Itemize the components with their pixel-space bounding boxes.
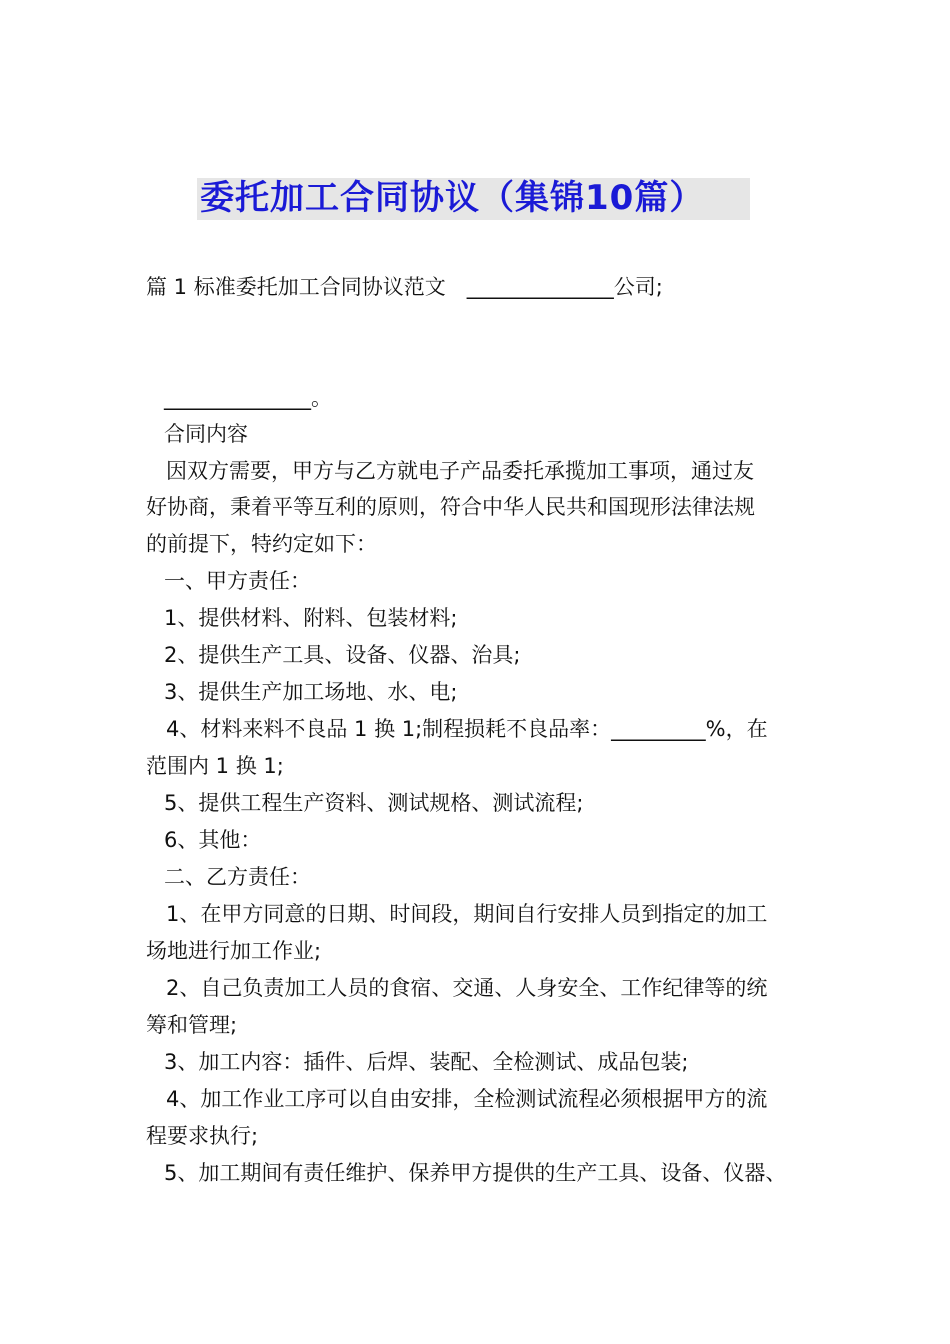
list-item: 1、提供材料、附料、包装材料; xyxy=(164,606,458,630)
body-line: 好协商，秉着平等互利的原则，符合中华人民共和国现形法律法规 xyxy=(146,495,755,519)
body-line: 的前提下，特约定如下： xyxy=(146,532,377,556)
list-item: 范围内 1 换 1; xyxy=(146,754,284,778)
body-line: 因双方需要，甲方与乙方就电子产品委托承揽加工事项，通过友 xyxy=(166,459,754,483)
list-item: 2、提供生产工具、设备、仪器、治具; xyxy=(164,643,521,667)
list-item: 4、加工作业工序可以自由安排，全检测试流程必须根据甲方的流 xyxy=(166,1087,768,1111)
list-item: 3、提供生产加工场地、水、电; xyxy=(164,680,458,704)
list-item: 2、自己负责加工人员的食宿、交通、人身安全、工作纪律等的统 xyxy=(166,976,768,1000)
list-item: 程要求执行; xyxy=(146,1124,259,1148)
section-title: 一、甲方责任： xyxy=(164,569,311,593)
list-item: 3、加工内容：插件、后焊、装配、全检测试、成品包装; xyxy=(164,1050,689,1074)
list-item: 场地进行加工作业; xyxy=(146,939,322,963)
list-item: 1、在甲方同意的日期、时间段，期间自行安排人员到指定的加工 xyxy=(166,902,768,926)
paragraph-heading: 合同内容 xyxy=(164,422,248,446)
document-title: 委托加工合同协议（集锦10篇） xyxy=(200,178,705,218)
list-item: 6、其他： xyxy=(164,828,262,852)
list-item: 5、加工期间有责任维护、保养甲方提供的生产工具、设备、仪器、 xyxy=(164,1161,787,1185)
section-heading: 篇 1 标准委托加工合同协议范文 ______________公司; xyxy=(146,275,663,299)
list-item: 筹和管理; xyxy=(146,1013,238,1037)
list-item: 5、提供工程生产资料、测试规格、测试流程; xyxy=(164,791,584,815)
blank-line: ______________。 xyxy=(164,386,332,410)
section-title: 二、乙方责任： xyxy=(164,865,311,889)
list-item: 4、材料来料不良品 1 换 1;制程损耗不良品率：_________%，在 xyxy=(166,717,768,741)
